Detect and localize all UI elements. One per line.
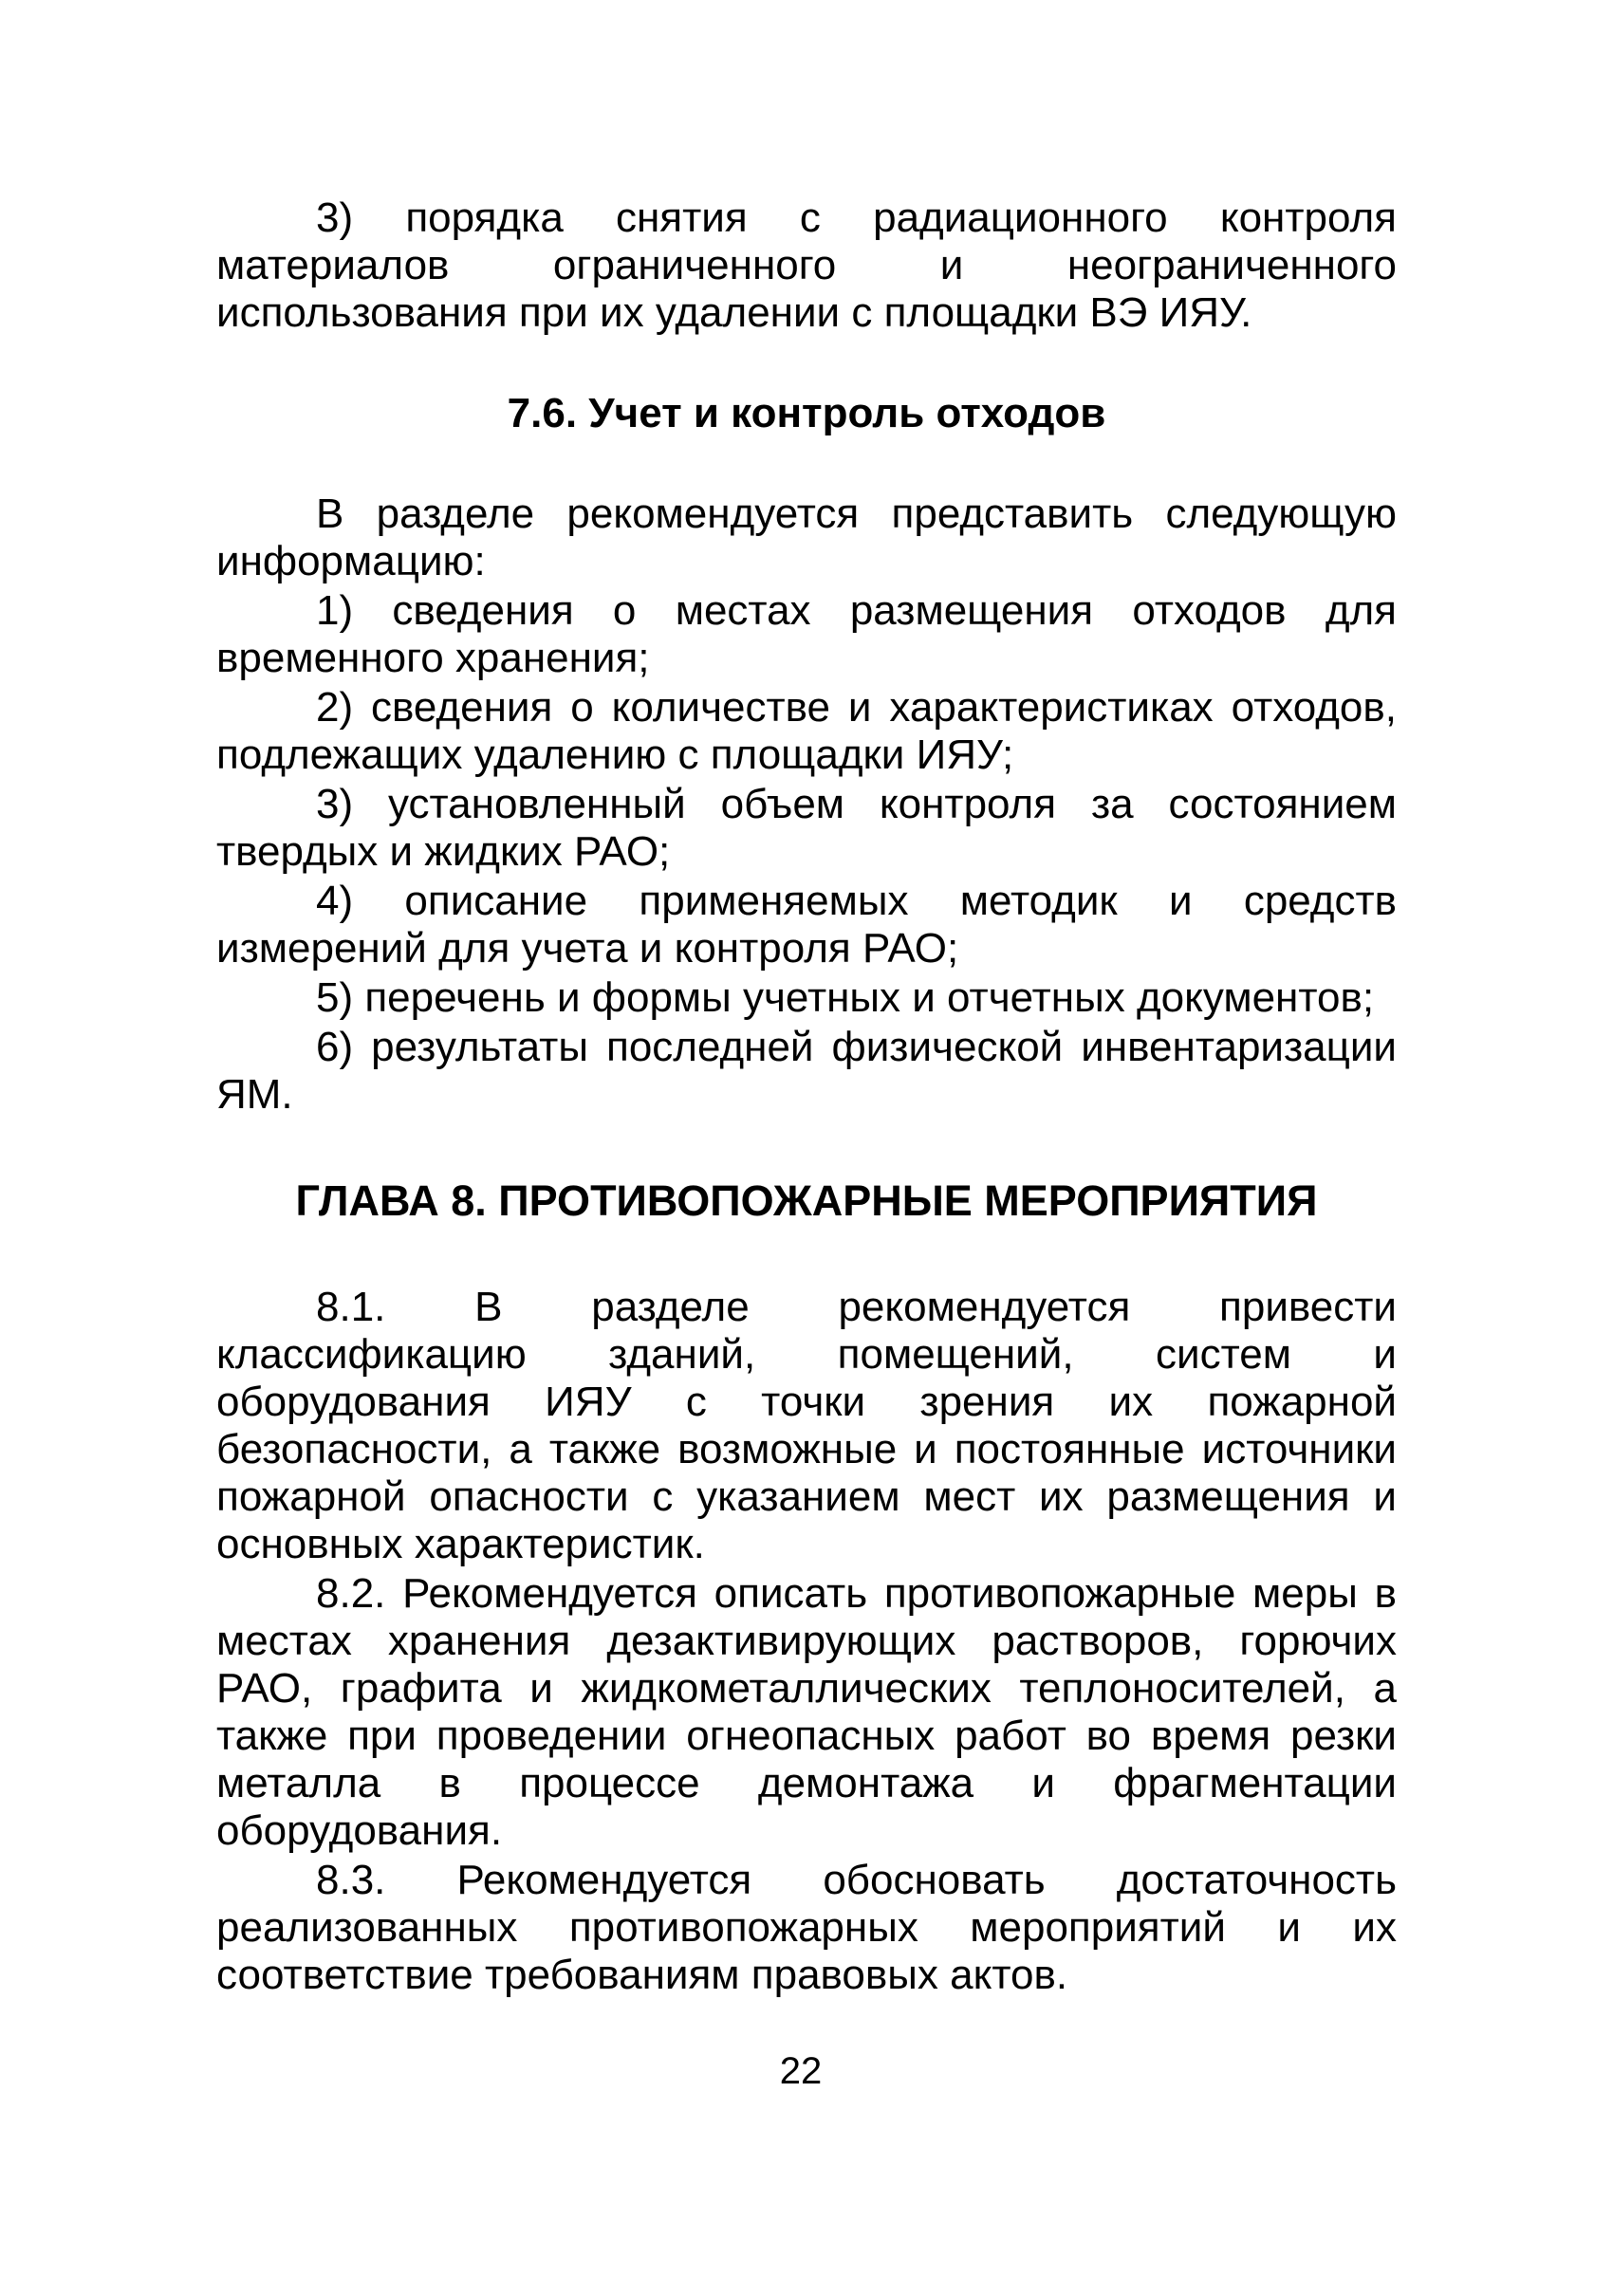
section-7-6-heading: 7.6. Учет и контроль отходов bbox=[507, 390, 1106, 436]
list-item-3: 3) установленный объем контроля за состоянием твердых и жидких РАО; bbox=[216, 781, 1397, 875]
list-item-5: 5) перечень и формы учетных и отчетных документов; bbox=[316, 974, 1375, 1021]
paragraph-8-1: 8.1. В разделе рекомендуется привести классификацию зданий, помещений, систем и оборудования ИЯУ с точки зрения их пожарной безопасности, а также возможные и постоянные источники пожарной опасности с указанием мест их размещения и основных характеристик. bbox=[216, 1284, 1397, 1567]
paragraph-8-3: 8.3. Рекомендуется обосновать достаточность реализованных противопожарных мероприятий и их соответствие требованиям правовых актов. bbox=[216, 1857, 1397, 1998]
paragraph-8-2: 8.2. Рекомендуется описать противопожарные меры в местах хранения дезактивирующих растворов, горючих РАО, графита и жидкометаллических теплоносителей, а также при проведении огнеопасных работ во время резки металла в процессе демонтажа и фрагментации оборудования. bbox=[216, 1570, 1397, 1854]
document-page bbox=[216, 194, 1397, 1999]
continuation-item-3: 3) порядка снятия с радиационного контроля материалов ограниченного и неограниченного использования при их удалении с площадки ВЭ ИЯУ. bbox=[216, 194, 1397, 336]
list-item-1: 1) сведения о местах размещения отходов для временного хранения; bbox=[216, 587, 1397, 681]
chapter-8-heading: ГЛАВА 8. ПРОТИВОПОЖАРНЫЕ МЕРОПРИЯТИЯ bbox=[295, 1176, 1318, 1225]
list-item-4: 4) описание применяемых методик и средств измерений для учета и контроля РАО; bbox=[216, 878, 1397, 972]
list-item-6: 6) результаты последней физической инвентаризации ЯМ. bbox=[216, 1024, 1397, 1118]
list-item-2: 2) сведения о количестве и характеристиках отходов, подлежащих удалению с площадки ИЯУ; bbox=[216, 684, 1397, 778]
section-7-6-intro: В разделе рекомендуется представить следующую информацию: bbox=[216, 491, 1397, 584]
page-number: 22 bbox=[779, 2050, 823, 2092]
